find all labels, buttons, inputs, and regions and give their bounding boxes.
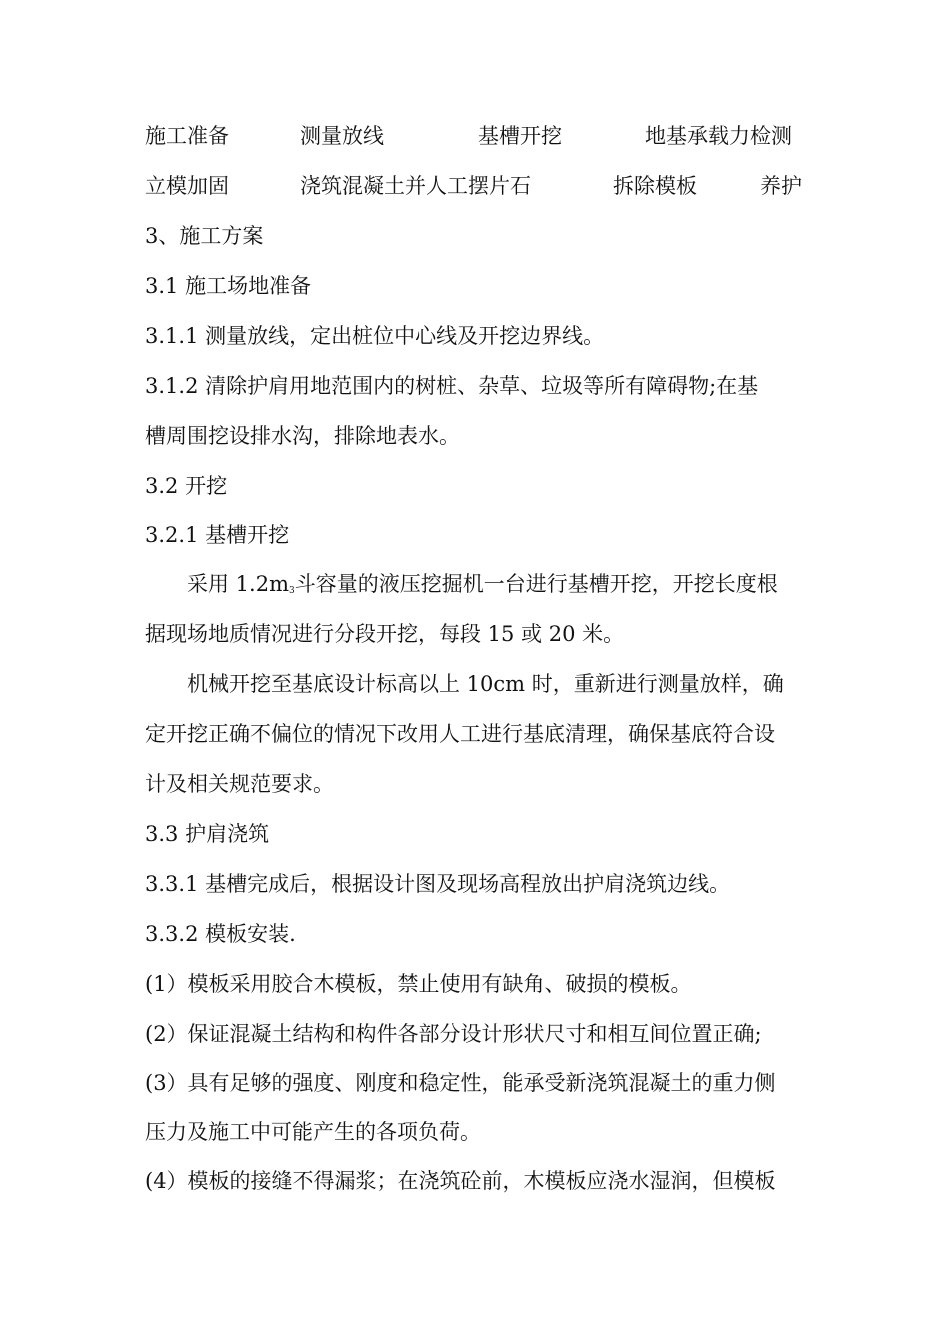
flow-step: 养护 <box>760 174 802 198</box>
process-flow-row-2 <box>145 171 807 201</box>
process-flow-row-1 <box>145 121 807 151</box>
list-item: (2）保证混凝土结构和构件各部分设计形状尺寸和相互间位置正确; <box>145 1022 762 1046</box>
paragraph: 3.3.1 基槽完成后，根据设计图及现场高程放出护肩浇筑边线。 <box>145 872 731 896</box>
subsection-heading: 3.2.1 基槽开挖 <box>145 523 290 547</box>
paragraph: 据现场地质情况进行分段开挖，每段 15 或 20 米。 <box>145 622 625 646</box>
list-item: (1）模板采用胶合木模板，禁止使用有缺角、破损的模板。 <box>145 972 692 996</box>
list-item-continuation: 压力及施工中可能产生的各项负荷。 <box>145 1120 481 1144</box>
flow-step: 立模加固 <box>145 174 229 198</box>
flow-step: 拆除模板 <box>613 174 697 198</box>
flow-step: 浇筑混凝土并人工摆片石 <box>300 174 531 198</box>
subsection-heading: 3.1 施工场地准备 <box>145 274 312 298</box>
paragraph: 机械开挖至基底设计标高以上 10cm 时，重新进行测量放样，确 <box>187 672 784 696</box>
paragraph: 3.1.1 测量放线，定出桩位中心线及开挖边界线。 <box>145 324 605 348</box>
paragraph <box>187 569 778 606</box>
paragraph: 定开挖正确不偏位的情况下改用人工进行基底清理，确保基底符合设 <box>145 722 775 746</box>
text-run: 斗容量的液压挖掘机一台进行基槽开挖，开挖长度根 <box>294 572 778 596</box>
paragraph: 3.1.2 清除护肩用地范围内的树桩、杂草、垃圾等所有障碍物;在基 <box>145 374 759 398</box>
flow-step: 施工准备 <box>145 124 229 148</box>
text-run: 采用 1.2m <box>187 572 289 596</box>
paragraph: 槽周围挖设排水沟，排除地表水。 <box>145 424 460 448</box>
flow-step: 地基承载力检测 <box>645 124 792 148</box>
section-heading: 3、施工方案 <box>145 224 264 248</box>
superscript: 3 <box>289 586 295 596</box>
list-item: (3）具有足够的强度、刚度和稳定性，能承受新浇筑混凝土的重力侧 <box>145 1071 776 1095</box>
subsection-heading: 3.3 护肩浇筑 <box>145 822 270 846</box>
paragraph: 计及相关规范要求。 <box>145 772 334 796</box>
paragraph: 3.3.2 模板安装. <box>145 922 296 946</box>
list-item: (4）模板的接缝不得漏浆；在浇筑砼前，木模板应浇水湿润，但模板 <box>145 1169 776 1193</box>
flow-step: 测量放线 <box>300 124 384 148</box>
subsection-heading: 3.2 开挖 <box>145 474 228 498</box>
flow-step: 基槽开挖 <box>478 124 562 148</box>
